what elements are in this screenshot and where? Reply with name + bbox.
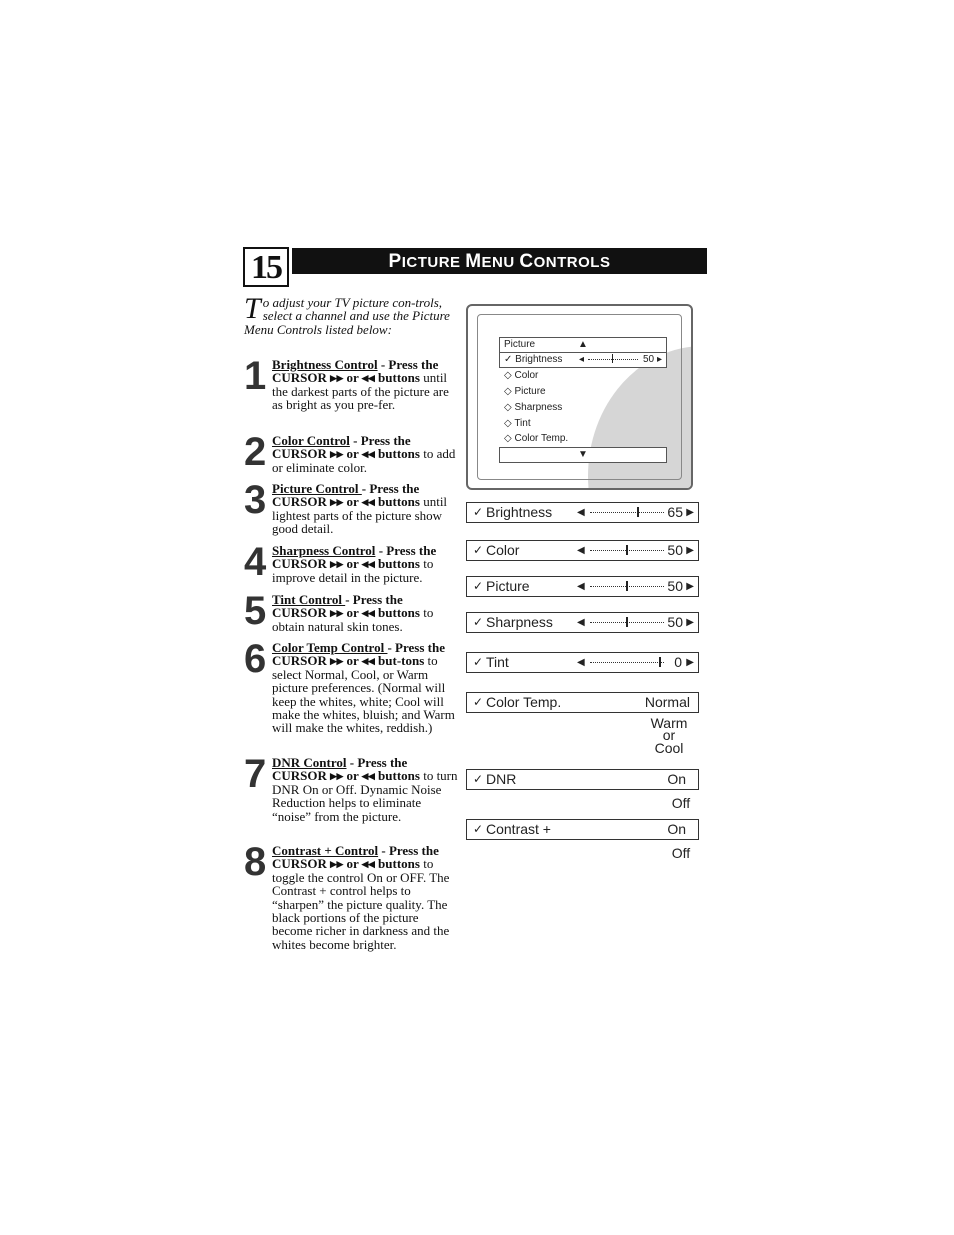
bar-value: On <box>667 771 686 787</box>
bar-value: 50 <box>667 578 683 594</box>
bar-value: Normal <box>644 694 690 710</box>
up-arrow-icon: ▲ <box>578 339 588 350</box>
bar-value: 0 <box>674 654 682 670</box>
bar-value: On <box>667 821 686 837</box>
diamond-icon: ◇ <box>504 402 512 413</box>
step-title: Contrast + Control <box>272 843 379 858</box>
bar-label: Sharpness <box>486 614 553 630</box>
slider-knob <box>637 507 639 517</box>
dnr-alternative: Off <box>671 795 691 811</box>
left-arrow-icon: ◀ <box>577 617 585 628</box>
page-title <box>292 248 707 274</box>
brightness-bar <box>466 502 699 523</box>
step-lead: - Press the CURSOR ▸▸ or ◂◂ buttons <box>272 592 420 621</box>
intro-paragraph <box>244 292 454 337</box>
tint-bar <box>466 652 699 673</box>
page-number: 15 <box>243 247 289 287</box>
diamond-icon: ◇ <box>504 418 512 429</box>
right-arrow-icon: ▶ <box>686 581 694 592</box>
slider-knob <box>626 581 628 591</box>
bar-value: 50 <box>667 542 683 558</box>
contrast-alternative: Off <box>671 845 691 861</box>
step-text: to toggle the control On or OFF. The Contrast + control helps to “sharpen” the picture quality. The black portions of the picture become richer in darkness and the whites become brighter. <box>272 856 450 952</box>
slider-track <box>590 662 664 663</box>
check-icon: ✓ <box>473 772 484 786</box>
step-6 <box>244 637 459 736</box>
step-1 <box>244 354 459 413</box>
left-arrow-icon: ◀ <box>577 545 585 556</box>
step-text: to add or eliminate color. <box>272 446 456 475</box>
color-temp-bar <box>466 692 699 713</box>
diamond-icon: ◇ <box>504 386 512 397</box>
bar-value: 65 <box>667 504 683 520</box>
step-text: until the darkest parts of the picture are as bright as you pre-fer. <box>272 370 449 413</box>
tv-menu-item-label: Sharpness <box>514 402 563 413</box>
step-number: 6 <box>244 637 265 681</box>
step-title: Brightness Control <box>272 357 378 372</box>
step-text: to turn DNR On or Off. Dynamic Noise Reduction helps to eliminate “noise” from the picture. <box>272 768 458 824</box>
check-icon: ✓ <box>473 579 484 593</box>
bar-label: Color <box>486 542 520 558</box>
step-text: until lightest parts of the picture show good detail. <box>272 494 448 537</box>
step-2 <box>244 430 459 475</box>
right-arrow-icon: ▶ <box>686 617 694 628</box>
step-lead: - Press the CURSOR ▸▸ or ◂◂ but-tons <box>272 640 445 669</box>
picture-bar <box>466 576 699 597</box>
tv-menu-item <box>504 386 546 398</box>
sharpness-bar <box>466 612 699 633</box>
diamond-icon: ◇ <box>504 433 512 444</box>
step-text: to improve detail in the picture. <box>272 556 434 585</box>
step-lead: - Press the CURSOR ▸▸ or ◂◂ buttons <box>272 843 439 872</box>
step-title: Picture Control <box>272 481 362 496</box>
step-title: Color Control <box>272 433 350 448</box>
title-cap-3: C <box>519 251 534 272</box>
step-7 <box>244 752 459 824</box>
alt-option: or <box>662 727 676 743</box>
check-icon: ✓ <box>473 543 484 557</box>
tv-menu-slider <box>588 359 638 360</box>
tv-menu-header: Picture <box>504 339 536 350</box>
tv-menu-item-label: Tint <box>514 418 531 429</box>
step-number: 7 <box>244 752 265 796</box>
bar-label: Picture <box>486 578 530 594</box>
step-lead: - Press the CURSOR ▸▸ or ◂◂ buttons <box>272 433 420 462</box>
step-text: to select Normal, Cool, or Warm picture preferences. (Normal will keep the whites, white; Cool will make the whites, bluish; and Warm will make the whites, reddish.) <box>272 653 455 736</box>
slider-track <box>590 586 664 587</box>
step-number: 4 <box>244 540 265 584</box>
alt-option: Warm <box>650 715 688 731</box>
step-number: 5 <box>244 589 265 633</box>
right-arrow-icon: ▶ <box>686 657 694 668</box>
check-icon: ✓ <box>473 695 484 709</box>
tv-menu-item-label: Picture <box>514 386 546 397</box>
tv-menu-item <box>504 418 531 430</box>
intro-dropcap: T <box>244 292 261 325</box>
slider-track <box>590 550 664 551</box>
step-text: to obtain natural skin tones. <box>272 605 434 634</box>
check-icon: ✓ <box>473 822 484 836</box>
dnr-bar <box>466 769 699 790</box>
step-number: 8 <box>244 840 265 884</box>
check-icon: ✓ <box>473 615 484 629</box>
title-cap-2: M <box>465 251 482 272</box>
title-rest-3: ONTROLS <box>533 254 611 271</box>
intro-text: o adjust your TV picture con-trols, select a channel and use the Picture Menu Controls listed below: <box>244 295 450 337</box>
slider-knob <box>659 657 661 667</box>
slider-knob <box>626 617 628 627</box>
tv-menu-item-label: Color Temp. <box>514 433 569 444</box>
step-lead: - Press the CURSOR ▸▸ or ◂◂ buttons <box>272 481 420 510</box>
bar-label: Color Temp. <box>486 694 562 710</box>
step-title: DNR Control <box>272 755 347 770</box>
bar-label: DNR <box>486 771 517 787</box>
step-8 <box>244 840 459 952</box>
bar-label: Brightness <box>486 504 553 520</box>
step-number: 3 <box>244 478 265 522</box>
tv-menu-selected-value: 50 <box>643 354 655 365</box>
tv-menu-selected-label: Brightness <box>515 354 563 365</box>
right-arrow-icon: ▸ <box>657 354 663 365</box>
color-bar <box>466 540 699 561</box>
step-number: 2 <box>244 430 265 474</box>
step-title: Color Temp Control <box>272 640 388 655</box>
tv-menu-item <box>504 433 568 445</box>
slider-track <box>590 512 664 513</box>
tv-menu-selected <box>504 354 562 366</box>
down-arrow-icon: ▼ <box>578 449 588 460</box>
tv-menu-item <box>504 402 562 414</box>
step-title: Tint Control <box>272 592 346 607</box>
step-number: 1 <box>244 354 265 398</box>
tv-menu-slider-knob <box>612 354 613 363</box>
check-icon: ✓ <box>473 655 484 669</box>
left-arrow-icon: ◀ <box>577 657 585 668</box>
contrast-bar <box>466 819 699 840</box>
bar-value: 50 <box>667 614 683 630</box>
slider-knob <box>626 545 628 555</box>
step-4 <box>244 540 459 585</box>
step-lead: - Press the CURSOR ▸▸ or ◂◂ buttons <box>272 543 437 572</box>
right-arrow-icon: ▶ <box>686 507 694 518</box>
tv-menu-item <box>504 370 538 382</box>
step-3 <box>244 478 459 537</box>
color-temp-alternatives <box>645 716 693 755</box>
title-cap-1: P <box>388 251 402 272</box>
slider-track <box>590 622 664 623</box>
check-icon: ✓ <box>473 505 484 519</box>
left-arrow-icon: ◂ <box>579 354 585 365</box>
title-rest-2: ENU <box>481 254 520 271</box>
diamond-icon: ◇ <box>504 370 512 381</box>
step-5 <box>244 589 459 634</box>
left-arrow-icon: ◀ <box>577 507 585 518</box>
alt-option: Cool <box>654 740 684 756</box>
step-title: Sharpness Control <box>272 543 376 558</box>
title-rest-1: ICTURE <box>401 254 466 271</box>
bar-label: Tint <box>486 654 509 670</box>
check-icon: ✓ <box>504 354 513 365</box>
bar-label: Contrast + <box>486 821 551 837</box>
right-arrow-icon: ▶ <box>686 545 694 556</box>
left-arrow-icon: ◀ <box>577 581 585 592</box>
step-lead: - Press the CURSOR ▸▸ or ◂◂ buttons <box>272 357 439 386</box>
tv-menu-item-label: Color <box>514 370 539 381</box>
step-lead: - Press the CURSOR ▸▸ or ◂◂ buttons <box>272 755 420 784</box>
